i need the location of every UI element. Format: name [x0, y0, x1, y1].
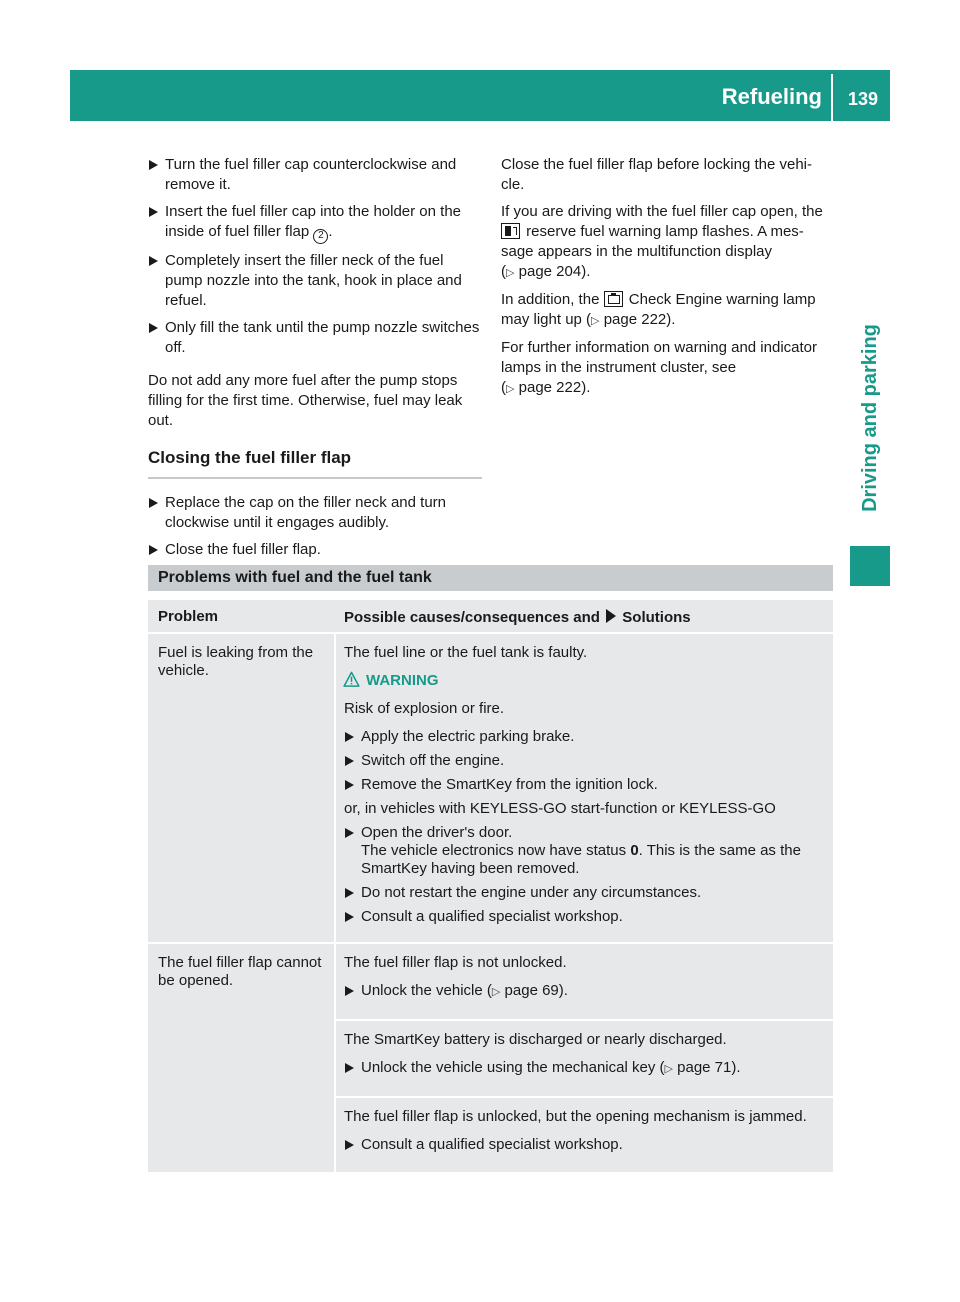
solution-column — [336, 944, 833, 1172]
table-row — [148, 944, 833, 1172]
risk-text: Risk of explosion or fire. — [344, 700, 505, 717]
instruction-step: Close the fuel filler flap. — [148, 540, 482, 560]
page-reference[interactable]: page 222). — [518, 379, 591, 396]
warning-heading — [366, 672, 825, 690]
paragraph: If you are driving with the fuel filler cap open, the reserve fuel warning lamp flashes. A mes-sage appears in the multifunction display (▷ page 204). — [501, 203, 823, 280]
left-column — [148, 155, 482, 567]
instruction-step: Remove the SmartKey from the ignition lock. — [344, 776, 825, 794]
page-reference[interactable]: page 71). — [677, 1059, 741, 1076]
instruction-step: Consult a qualified specialist workshop. — [344, 908, 825, 926]
cause-text: The fuel filler flap is unlocked, but the opening mechanism is jammed. — [344, 1108, 807, 1125]
paragraph-text: reserve fuel warning lamp flashes. A mes-sage appears in the multifunction display — [501, 223, 804, 260]
page-number: 139 — [847, 89, 878, 109]
paragraph-text: For further information on warning and indicator lamps in the instrument cluster, see — [501, 339, 817, 376]
fuel-pump-icon — [501, 223, 520, 239]
instruction-step — [344, 982, 825, 1001]
header-divider — [831, 74, 833, 121]
instruction-step: Insert the fuel filler cap into the holder on the inside of fuel filler flap 2 . — [148, 202, 482, 244]
right-column — [501, 155, 835, 406]
table-title: Problems with fuel and the fuel tank — [148, 565, 833, 591]
problems-table — [148, 600, 833, 1172]
status-value: 0 — [630, 842, 639, 859]
cause-text: The SmartKey battery is discharged or nearly discharged. — [344, 1031, 727, 1048]
section-heading: Closing the fuel filler flap — [148, 447, 482, 479]
header-causes-text: Possible causes/consequences and — [344, 609, 600, 626]
step-text: Insert the fuel filler cap into the holder on the inside of fuel filler flap — [165, 203, 462, 240]
instruction-step: Completely insert the filler neck of the fuel pump nozzle into the tank, hook in place and refuel. — [148, 251, 482, 311]
page-reference-icon: ▷ — [591, 315, 600, 327]
instruction-step — [344, 824, 825, 878]
table-header — [148, 600, 833, 632]
instruction-step: Replace the cap on the filler neck and turn clockwise until it engages audibly. — [148, 493, 482, 533]
cause-text: The fuel line or the fuel tank is faulty. — [344, 644, 588, 661]
instruction-step: Turn the fuel filler cap counterclockwise and remove it. — [148, 155, 482, 195]
header-solutions-text: Solutions — [622, 609, 691, 626]
header-causes — [336, 600, 833, 632]
sidebar-tab-marker — [850, 546, 890, 586]
problem-cell: The fuel filler flap cannot be opened. — [148, 944, 334, 1172]
page-reference-icon: ▷ — [506, 267, 515, 279]
status-text: . This is the same as the SmartKey having been removed. — [361, 842, 801, 877]
callout-number: 2 — [313, 229, 328, 244]
paragraph-text: If you are driving with the fuel filler cap open, the — [501, 203, 823, 220]
paragraph-text: Check Engine warning lamp may light up ( — [501, 291, 816, 328]
header-bar — [70, 70, 890, 121]
solution-cell — [336, 944, 833, 1019]
solution-cell — [336, 634, 833, 942]
solution-column — [336, 634, 833, 942]
warning-label: WARNING — [366, 672, 439, 689]
sidebar-section-label: Driving and parking — [859, 324, 881, 512]
note-paragraph: Do not add any more fuel after the pump stops filling for the first time. Otherwise, fuel may leak out. — [148, 372, 463, 429]
instruction-step: Consult a qualified specialist workshop. — [344, 1136, 825, 1154]
page-reference-icon: ▷ — [664, 1063, 673, 1075]
step-text: Unlock the vehicle using the mechanical key ( — [361, 1059, 665, 1076]
step-text: Unlock the vehicle ( — [361, 982, 492, 999]
page-reference[interactable]: page 69). — [504, 982, 568, 999]
alternative-text: or, in vehicles with KEYLESS-GO start-function or KEYLESS-GO — [344, 800, 776, 817]
paragraph: For further information on warning and indicator lamps in the instrument cluster, see (▷ page 222). — [501, 339, 817, 396]
paragraph: Close the fuel filler flap before locking the vehi-cle. — [501, 156, 813, 193]
page-reference-icon: ▷ — [491, 986, 501, 998]
status-text: The vehicle electronics now have status — [361, 842, 627, 859]
solution-arrow-icon — [606, 609, 616, 623]
instruction-step: Switch off the engine. — [344, 752, 825, 770]
check-engine-icon — [604, 291, 623, 307]
page-title: Refueling — [721, 84, 822, 109]
paragraph-text: In addition, the — [501, 291, 600, 308]
instruction-step — [344, 1059, 825, 1078]
problem-cell: Fuel is leaking from the vehicle. — [148, 634, 334, 942]
page-reference[interactable]: page 222). — [603, 311, 676, 328]
instruction-step: Only fill the tank until the pump nozzle switches off. — [148, 318, 482, 358]
header-problem: Problem — [158, 608, 219, 625]
cause-text: The fuel filler flap is not unlocked. — [344, 954, 567, 971]
instruction-step: Apply the electric parking brake. — [344, 728, 825, 746]
solution-cell — [336, 1098, 833, 1172]
paragraph — [501, 290, 835, 331]
solution-cell — [336, 1021, 833, 1096]
table-row — [148, 634, 833, 942]
page-reference-icon: ▷ — [506, 383, 515, 395]
warning-triangle-icon — [343, 671, 360, 688]
instruction-step: Do not restart the engine under any circumstances. — [344, 884, 825, 902]
page-reference[interactable]: page 204). — [518, 263, 591, 280]
step-text: Open the driver's door. — [361, 824, 513, 841]
